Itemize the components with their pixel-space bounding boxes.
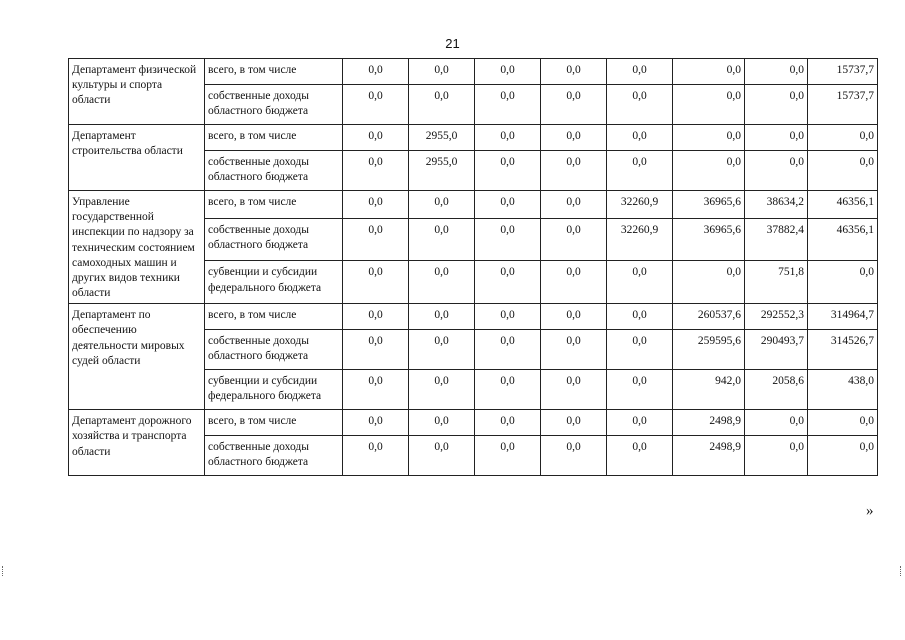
value-cell: 0,0	[343, 370, 409, 410]
value-cell: 0,0	[475, 330, 541, 370]
department-name-cell: Департамент строительства области	[69, 125, 205, 191]
value-cell: 0,0	[607, 261, 673, 304]
value-cell: 0,0	[607, 370, 673, 410]
funding-type-cell: всего, в том числе	[205, 410, 343, 436]
value-cell: 751,8	[745, 261, 808, 304]
value-cell: 36965,6	[673, 191, 745, 219]
value-cell: 0,0	[541, 330, 607, 370]
value-cell: 290493,7	[745, 330, 808, 370]
value-cell: 0,0	[673, 125, 745, 151]
value-cell: 314964,7	[808, 304, 878, 330]
value-cell: 36965,6	[673, 218, 745, 261]
funding-type-cell: всего, в том числе	[205, 125, 343, 151]
table-row	[69, 59, 878, 85]
funding-type-cell: собственные доходы областного бюджета	[205, 85, 343, 125]
value-cell: 15737,7	[808, 59, 878, 85]
value-cell: 2498,9	[673, 410, 745, 436]
value-cell: 32260,9	[607, 218, 673, 261]
value-cell: 0,0	[343, 304, 409, 330]
funding-type-cell: собственные доходы областного бюджета	[205, 218, 343, 261]
value-cell: 0,0	[343, 59, 409, 85]
value-cell: 0,0	[475, 191, 541, 219]
value-cell: 0,0	[541, 151, 607, 191]
value-cell: 0,0	[808, 261, 878, 304]
value-cell: 0,0	[409, 191, 475, 219]
value-cell: 0,0	[409, 218, 475, 261]
value-cell: 0,0	[343, 85, 409, 125]
value-cell: 0,0	[541, 59, 607, 85]
value-cell: 314526,7	[808, 330, 878, 370]
value-cell: 0,0	[475, 85, 541, 125]
value-cell: 0,0	[745, 436, 808, 476]
value-cell: 0,0	[343, 218, 409, 261]
value-cell: 0,0	[607, 410, 673, 436]
value-cell: 0,0	[745, 125, 808, 151]
value-cell: 0,0	[607, 125, 673, 151]
value-cell: 0,0	[673, 151, 745, 191]
value-cell: 46356,1	[808, 191, 878, 219]
value-cell: 0,0	[745, 85, 808, 125]
value-cell: 0,0	[745, 410, 808, 436]
value-cell: 15737,7	[808, 85, 878, 125]
value-cell: 0,0	[475, 59, 541, 85]
value-cell: 0,0	[607, 151, 673, 191]
value-cell: 0,0	[541, 125, 607, 151]
value-cell: 0,0	[808, 125, 878, 151]
funding-type-cell: всего, в том числе	[205, 191, 343, 219]
budget-table	[68, 58, 878, 476]
value-cell: 2955,0	[409, 151, 475, 191]
right-scan-mark	[900, 566, 904, 576]
table-row	[69, 191, 878, 219]
funding-type-cell: собственные доходы областного бюджета	[205, 436, 343, 476]
value-cell: 0,0	[808, 151, 878, 191]
value-cell: 0,0	[343, 330, 409, 370]
value-cell: 2058,6	[745, 370, 808, 410]
table-row	[69, 304, 878, 330]
value-cell: 0,0	[475, 410, 541, 436]
funding-type-cell: субвенции и субсидии федерального бюджета	[205, 261, 343, 304]
value-cell: 0,0	[673, 85, 745, 125]
value-cell: 0,0	[745, 59, 808, 85]
value-cell: 0,0	[541, 410, 607, 436]
department-name-cell: Департамент дорожного хозяйства и транспорта области	[69, 410, 205, 476]
funding-type-cell: собственные доходы областного бюджета	[205, 151, 343, 191]
value-cell: 0,0	[607, 304, 673, 330]
value-cell: 260537,6	[673, 304, 745, 330]
funding-type-cell: собственные доходы областного бюджета	[205, 330, 343, 370]
value-cell: 0,0	[409, 370, 475, 410]
value-cell: 0,0	[673, 59, 745, 85]
left-scan-mark	[2, 566, 6, 576]
department-name-cell: Департамент физической культуры и спорта области	[69, 59, 205, 125]
value-cell: 0,0	[541, 261, 607, 304]
value-cell: 0,0	[475, 436, 541, 476]
value-cell: 0,0	[475, 125, 541, 151]
value-cell: 0,0	[475, 151, 541, 191]
value-cell: 0,0	[808, 410, 878, 436]
table-row	[69, 125, 878, 151]
value-cell: 259595,6	[673, 330, 745, 370]
value-cell: 0,0	[541, 370, 607, 410]
value-cell: 0,0	[409, 436, 475, 476]
value-cell: 0,0	[475, 261, 541, 304]
value-cell: 942,0	[673, 370, 745, 410]
value-cell: 0,0	[673, 261, 745, 304]
page-number: 21	[445, 36, 460, 51]
value-cell: 0,0	[475, 370, 541, 410]
funding-type-cell: всего, в том числе	[205, 59, 343, 85]
value-cell: 0,0	[409, 410, 475, 436]
value-cell: 0,0	[343, 125, 409, 151]
value-cell: 38634,2	[745, 191, 808, 219]
value-cell: 0,0	[409, 330, 475, 370]
value-cell: 0,0	[475, 218, 541, 261]
value-cell: 0,0	[745, 151, 808, 191]
value-cell: 0,0	[343, 436, 409, 476]
value-cell: 37882,4	[745, 218, 808, 261]
value-cell: 0,0	[541, 85, 607, 125]
value-cell: 0,0	[541, 304, 607, 330]
value-cell: 0,0	[607, 85, 673, 125]
value-cell: 2955,0	[409, 125, 475, 151]
value-cell: 438,0	[808, 370, 878, 410]
value-cell: 292552,3	[745, 304, 808, 330]
value-cell: 0,0	[541, 436, 607, 476]
value-cell: 0,0	[343, 261, 409, 304]
value-cell: 0,0	[409, 85, 475, 125]
value-cell: 0,0	[343, 410, 409, 436]
value-cell: 0,0	[808, 436, 878, 476]
value-cell: 0,0	[607, 330, 673, 370]
value-cell: 0,0	[541, 191, 607, 219]
value-cell: 0,0	[607, 59, 673, 85]
closing-quote: »	[866, 503, 874, 519]
value-cell: 0,0	[409, 261, 475, 304]
value-cell: 2498,9	[673, 436, 745, 476]
table-row	[69, 410, 878, 436]
department-name-cell: Управление государственной инспекции по надзору за техническим состоянием самоходных машин и других видов техники области	[69, 191, 205, 304]
value-cell: 0,0	[409, 59, 475, 85]
table-body	[69, 59, 878, 476]
funding-type-cell: всего, в том числе	[205, 304, 343, 330]
value-cell: 0,0	[343, 191, 409, 219]
value-cell: 32260,9	[607, 191, 673, 219]
value-cell: 0,0	[541, 218, 607, 261]
funding-type-cell: субвенции и субсидии федерального бюджета	[205, 370, 343, 410]
department-name-cell: Департамент по обеспечению деятельности мировых судей области	[69, 304, 205, 410]
value-cell: 0,0	[343, 151, 409, 191]
value-cell: 0,0	[607, 436, 673, 476]
value-cell: 0,0	[475, 304, 541, 330]
value-cell: 46356,1	[808, 218, 878, 261]
value-cell: 0,0	[409, 304, 475, 330]
